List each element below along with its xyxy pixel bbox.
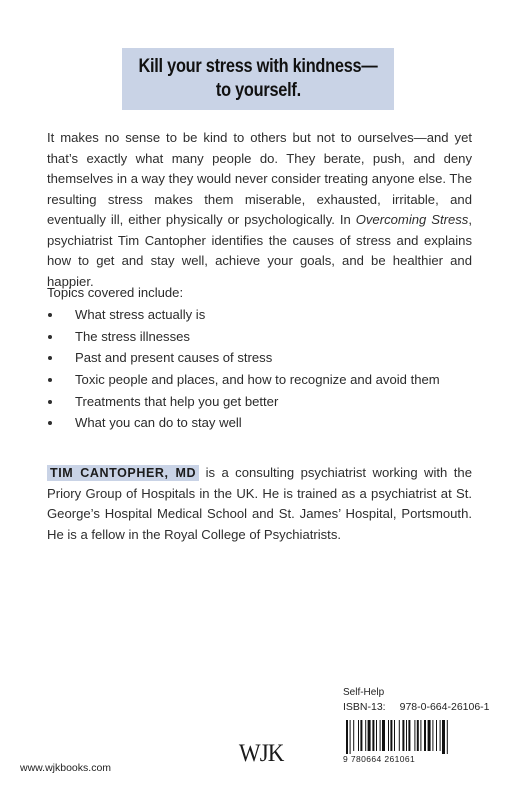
description-text-2: , psychiatrist Tim Cantopher identifies the causes of stress and explains how to get and stay well, achieve your goals, and be healthier and happier.	[47, 212, 472, 289]
list-item: Treatments that help you get better	[75, 393, 279, 409]
author-bio	[47, 463, 472, 545]
isbn	[343, 701, 490, 713]
tagline-line-2: to yourself.	[215, 80, 301, 101]
topics-list	[47, 306, 467, 436]
tagline-box	[122, 48, 394, 110]
isbn-label: ISBN-13:	[343, 701, 386, 713]
tagline-line-1: Kill your stress with kindness—	[138, 56, 378, 77]
topics-intro: Topics covered include:	[47, 285, 184, 300]
category-label: Self-Help	[343, 687, 385, 698]
publisher-website[interactable]: www.wjkbooks.com	[20, 762, 112, 774]
publisher-logo: WJK	[238, 740, 284, 767]
list-item: What stress actually is	[75, 307, 206, 322]
description-text-1: It makes no sense to be kind to others but not to ourselves—and yet that’s exactly what many people do. They berate, push, and deny themselves in a way they would never consider treating anyone else. The resulting stress makes them miserable, exhausted, irritable, and eventually ill, either physically or psychologically. In	[47, 130, 472, 227]
isbn-value: 978-0-664-26106-1	[399, 701, 490, 713]
author-name: TIM CANTOPHER, MD	[47, 465, 199, 481]
book-title: Overcoming Stress	[355, 212, 469, 227]
list-item: Toxic people and places, and how to recognize and avoid them	[75, 372, 440, 388]
barcode-digits: 9 780664 261061	[343, 754, 416, 764]
list-item: Past and present causes of stress	[75, 350, 273, 366]
list-item: What you can do to stay well	[75, 415, 242, 431]
author-bio-text: is a consulting psychiatrist working with the Priory Group of Hospitals in the UK. He is trained as a psychiatrist at St. George’s Hospital Medical School and St. James’ Hospital, Portsmouth. He is a fellow in the Royal College of Psychiatrists.	[47, 465, 472, 542]
book-description	[47, 128, 472, 292]
list-item: The stress illnesses	[75, 328, 190, 344]
